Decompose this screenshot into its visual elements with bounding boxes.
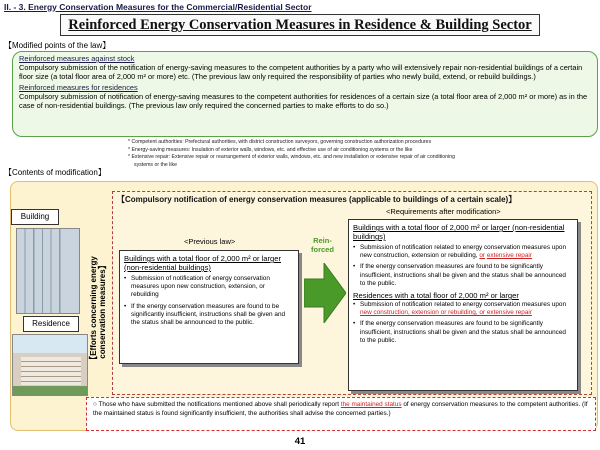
page-number: 41	[294, 436, 306, 447]
note-item: * Competent authorities: Prefectural authorities, with district construction surveyors, governing construction authorization procedures	[128, 139, 432, 145]
note-item: * Energy-saving measures: Insulation of exterior walls, windows, etc. and effective use of air conditioning systems or the like	[128, 146, 413, 153]
residence-photo	[12, 334, 88, 396]
requirements-after-label: <Requirements after modification>	[386, 207, 501, 216]
modified-points-box	[12, 51, 598, 137]
page-title-box	[60, 14, 540, 36]
page-title: Reinforced Energy Conservation Measures in Residence & Building Sector	[68, 17, 532, 33]
residence-text: Compulsory submission of notification of energy-saving measures to the competent authorities for residences of a certain size (a total floor area of 2,000 m² or more) as in the case of non-residential buildings. (The previous law only required the concerned parties to make efforts to do so.)	[19, 92, 588, 110]
reinforced-label: Rein- forced	[311, 236, 334, 254]
after-bullet: • Submission of notification related to energy conservation measures upon new construction, extension or rebuilding, or extensive repair	[353, 301, 573, 317]
compulsory-title: 【Compulsory notification of energy conservation measures (applicable to buildings of a certain scale)】	[117, 195, 517, 204]
reinforced-arrow-icon	[304, 263, 346, 323]
previous-law-bullet: • If the energy conservation measures are found to be significantly insufficient, instructions shall be given and the status shall be announced to the public.	[124, 303, 294, 328]
residence-photo-floors	[21, 357, 81, 385]
after-bullet: • If the energy conservation measures are found to be significantly insufficient, instructions shall be given and the status shall be announced to the public.	[353, 263, 573, 288]
stock-heading: Reinforced measures against stock	[19, 54, 135, 63]
after-heading-buildings: Buildings with a total floor of 2,000 m² or larger (non-residential buildings)	[353, 223, 565, 241]
efforts-vertical-text: 【Efforts concerning energy conservation measures】	[89, 256, 107, 364]
modified-points-label: 【Modified points of the law】	[4, 41, 111, 50]
section-header: II. - 3. Energy Conservation Measures for the Commercial/Residential Sector	[4, 2, 312, 12]
after-modification-card	[348, 219, 578, 391]
note-item: systems or the like	[134, 161, 177, 168]
contents-label: 【Contents of modification】	[4, 168, 106, 177]
residence-tag: Residence	[23, 316, 79, 332]
after-heading-residences: Residences with a total floor of 2,000 m² or larger	[353, 291, 519, 301]
notes	[128, 139, 598, 169]
building-photo	[16, 228, 80, 314]
building-tag: Building	[11, 209, 59, 225]
stock-text: Compulsory submission of the notification of energy-saving measures to the competent authorities by a party who will extensively repair non-residential buildings of a certain floor size (a total floor area of 2,000 m² or more) etc. (The previous law only required the responsibility of parties who newly build, extend, or rebuild buildings.)	[19, 63, 583, 81]
previous-law-card	[119, 250, 299, 364]
previous-law-label: <Previous law>	[184, 237, 236, 246]
previous-law-heading: Buildings with a total floor of 2,000 m² or larger (non-residential buildings)	[124, 254, 282, 272]
residence-heading: Reinforced measures for residences	[19, 83, 138, 92]
periodic-report-note: ○ Those who have submitted the notifications mentioned above shall periodically report the maintained status of energy conservation measures to the competent authorities. (If the maintained status is found significantly insufficient, the authorities shall advise the concerned parties.)	[86, 397, 596, 431]
after-bullet: • Submission of notification related to energy conservation measures upon new construction, extension or rebuilding, or extensive repair	[353, 244, 573, 260]
note-item: * Extensive repair: Extensive repair or rearrangement of exterior walls, windows, etc. and new installation or extensive repair of air conditioning	[128, 154, 455, 160]
previous-law-bullet: • Submission of notification of energy conservation measures upon new construction, extension, or rebuilding	[124, 275, 294, 300]
efforts-vertical-label	[88, 228, 108, 392]
after-bullet: • If the energy conservation measures are found to be significantly insufficient, instructions shall be given and the status shall be announced to the public.	[353, 320, 573, 345]
